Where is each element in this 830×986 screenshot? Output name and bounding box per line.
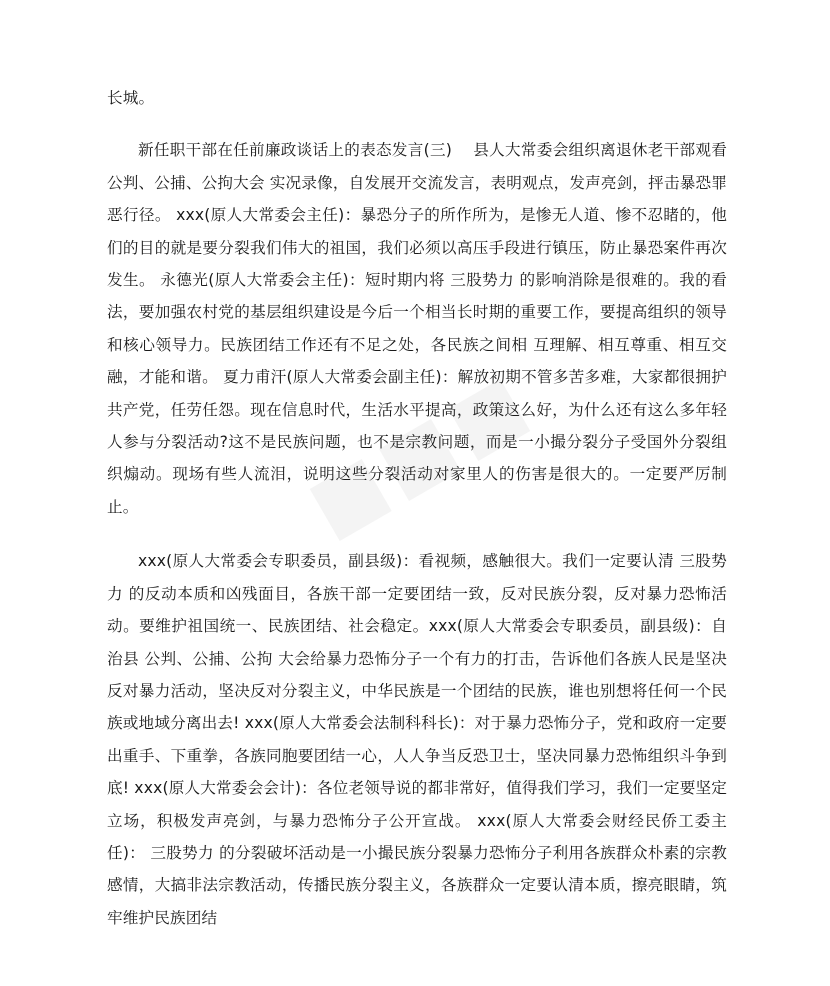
paragraph-main: 新任职干部在任前廉政谈话上的表态发言(三) 县人大常委会组织离退休老干部观看 公判、公捕、公拘大会 实况录像，自发展开交流发言，表明观点，发声亮剑，抨击暴恐罪恶行径。 xxx(原人大常委会主任)：暴恐分子的所作所为，是惨无人道、惨不忍睹的，他们的目的就是要分裂我们伟大的祖国，我们必须以高压手段进行镇压，防止暴恐案件再次发生。 永德光(原人大常委会主任)：短时期内将 三股势力 的影响消除是很难的。我的看法，要加强农村党的基层组织建设是今后一个相当长时期的重要工作，要提高组织的领导和核心领导力。民族团结工作还有不足之处，各民族之间相 互理解、相互尊重、相互交融，才能和谐。 夏力甫汗(原人大常委会副主任)：解放初期不管多苦多难，大家都很拥护共产党，任劳任怨。现在信息时代，生活水平提高，政策这么好，为什么还有这么多年轻人参与分裂活动?这不是民族问题，也不是宗教问题，而是一小撮分裂分子受国外分裂组织煽动。现场有些人流泪，说明这些分裂活动对家里人的伤害是很大的。一定要严厉制止。 xyxy=(107,141,727,516)
document-body xyxy=(107,82,727,934)
paragraph-statements: xxx(原人大常委会专职委员，副县级)：看视频，感触很大。我们一定要认清 三股势力 的反动本质和凶残面目，各族干部一定要团结一致，反对民族分裂，反对暴力恐怖活动。要维护祖国统一、民族团结、社会稳定。xxx(原人大常委会专职委员，副县级)：自治县 公判、公捕、公拘 大会给暴力恐怖分子一个有力的打击，告诉他们各族人民是坚决反对暴力活动，坚决反对分裂主义，中华民族是一个团结的民族，谁也别想将任何一个民族或地域分离出去! xxx(原人大常委会法制科科长)：对于暴力恐怖分子，党和政府一定要出重手、下重拳，各族同胞要团结一心，人人争当反恐卫士，坚决同暴力恐怖组织斗争到底! xxx(原人大常委会会计)：各位老领导说的都非常好，值得我们学习，我们一定要坚定立场，积极发声亮剑，与暴力恐怖分子公开宣战。 xxx(原人大常委会财经民侨工委主任)： 三股势力 的分裂破坏活动是一小撮民族分裂暴力恐怖分子利用各族群众朴素的宗教感情，大搞非法宗教活动，传播民族分裂主义，各族群众一定要认清本质，擦亮眼睛，筑牢维护民族团结 xyxy=(107,552,727,927)
paragraph-intro: 长城。 xyxy=(107,89,155,107)
